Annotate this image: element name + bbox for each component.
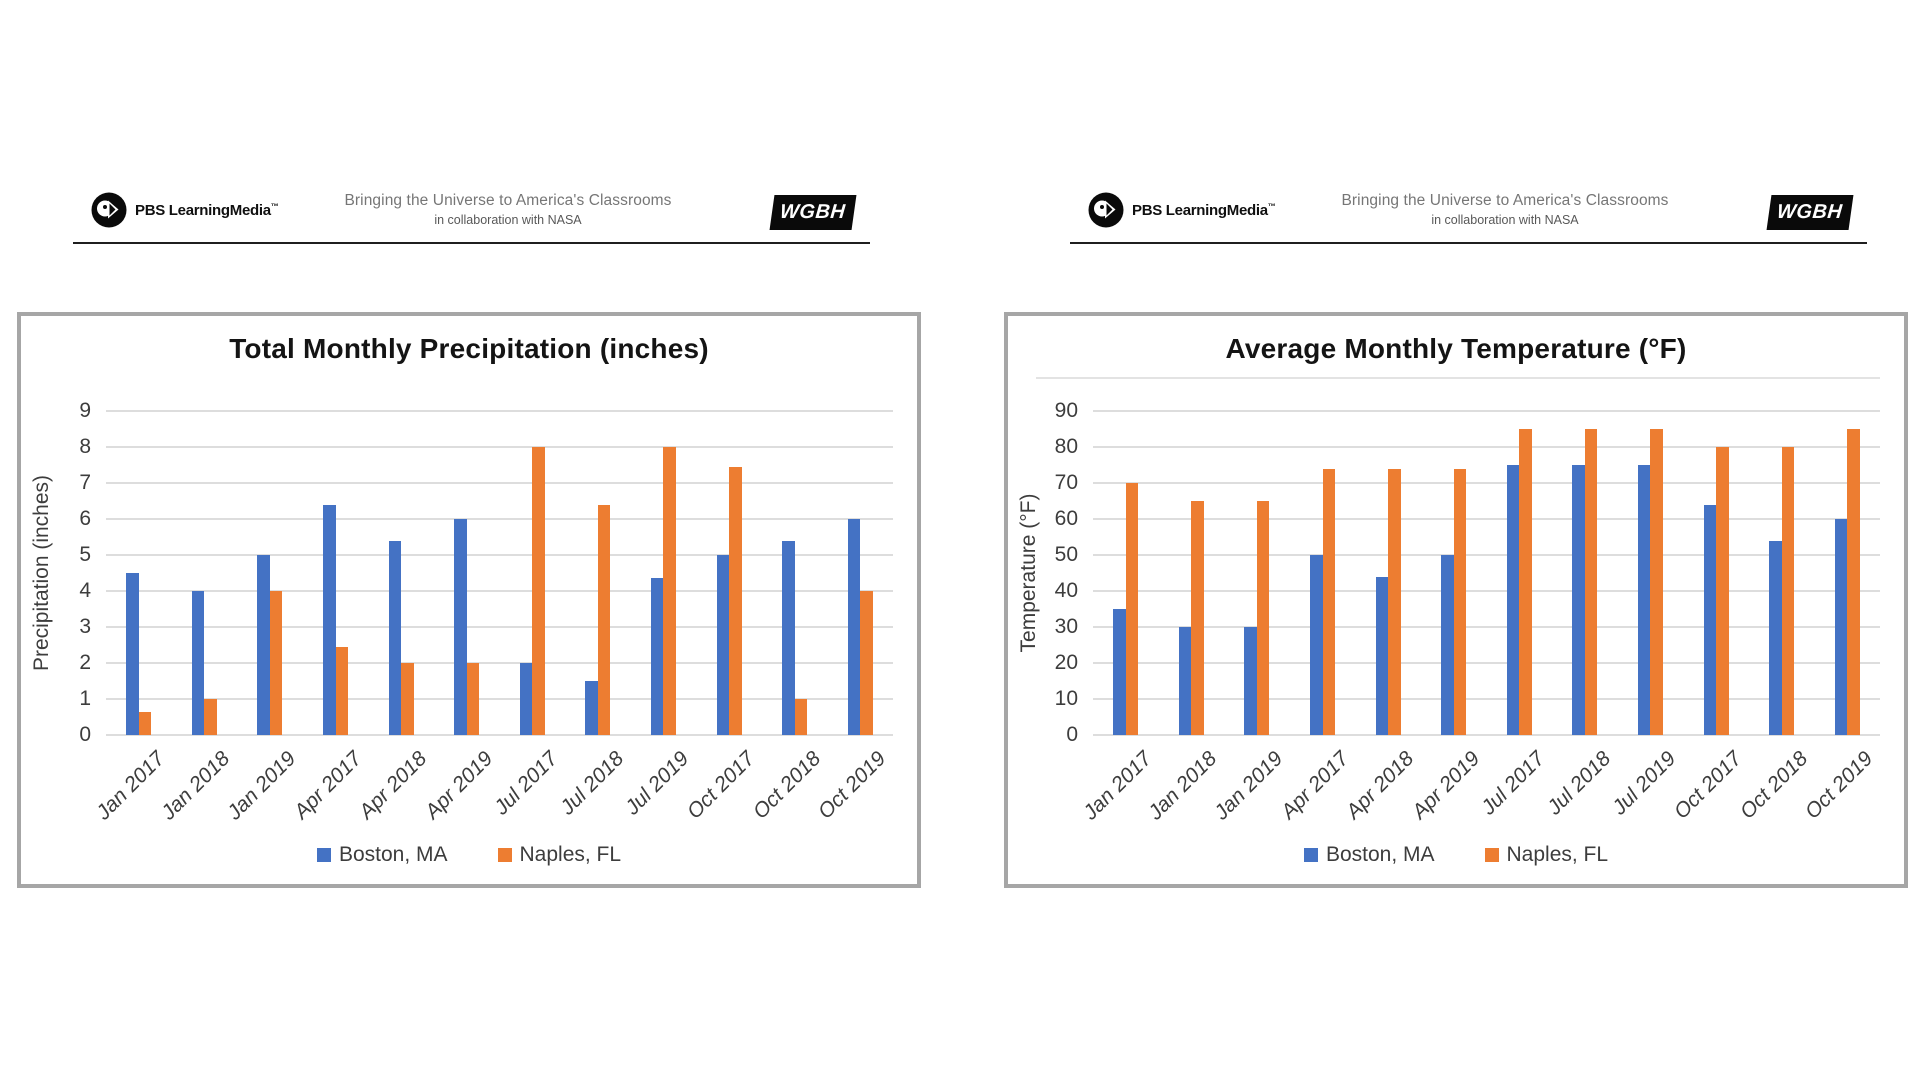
wgbh-logo <box>1767 195 1854 230</box>
bar-boston <box>1638 465 1651 735</box>
bar-boston <box>585 681 598 735</box>
gridline <box>1093 482 1880 484</box>
legend <box>1008 843 1904 867</box>
bar-naples <box>401 663 414 735</box>
gridline <box>106 518 893 520</box>
bar-boston <box>389 541 402 735</box>
legend-label: Boston, MA <box>338 843 448 866</box>
legend-item-boston <box>1304 843 1435 867</box>
bar-naples <box>336 647 349 735</box>
bar-boston <box>1244 627 1257 735</box>
bar-boston <box>1769 541 1782 735</box>
pbs-head-icon <box>91 192 127 228</box>
bar-boston <box>1310 555 1323 735</box>
x-tick-label: Jul 2017 <box>490 747 563 820</box>
x-tick-label: Jul 2019 <box>621 747 694 820</box>
x-tick-label: Jan 2019 <box>222 747 301 825</box>
x-tick-label: Jan 2018 <box>1144 747 1222 825</box>
y-tick-label: 4 <box>79 579 91 602</box>
x-tick-label: Jan 2019 <box>1209 747 1288 825</box>
bar-boston <box>520 663 533 735</box>
chart-title: Total Monthly Precipitation (inches) <box>229 333 709 364</box>
bar-naples <box>860 591 873 735</box>
y-tick-label: 20 <box>1054 651 1078 674</box>
precipitation-chart <box>17 312 921 888</box>
wgbh-logo <box>770 195 857 230</box>
x-tick-label: Jan 2017 <box>91 747 170 825</box>
wgbh-logo-text: WGBH <box>1776 201 1844 223</box>
x-tick-label: Apr 2018 <box>1341 747 1419 824</box>
bar-naples <box>139 712 152 735</box>
gridline <box>1093 554 1880 556</box>
bar-naples <box>663 447 676 735</box>
x-tick-label: Apr 2018 <box>354 747 432 824</box>
header-right <box>1070 185 1867 244</box>
x-tick-label: Oct 2018 <box>1735 747 1812 824</box>
bar-naples <box>1191 501 1204 735</box>
bar-boston <box>651 578 664 735</box>
x-tick-label: Jan 2017 <box>1078 747 1157 825</box>
bar-naples <box>1585 429 1598 735</box>
gridline <box>106 410 893 412</box>
trademark-mark: ™ <box>270 201 279 211</box>
bar-naples <box>1126 483 1139 735</box>
bar-naples <box>532 447 545 735</box>
legend-swatch-naples <box>498 848 512 862</box>
x-tick-label: Oct 2017 <box>682 747 760 824</box>
bar-boston <box>848 519 861 735</box>
tagline-line1: Bringing the Universe to America's Classrooms <box>1341 192 1669 209</box>
y-tick-label: 7 <box>79 471 91 494</box>
gridline <box>1093 590 1880 592</box>
x-tick-label: Jul 2018 <box>1542 747 1616 820</box>
x-tick-label: Apr 2017 <box>1276 747 1353 824</box>
brand-text: PBS LearningMedia™ <box>1132 201 1276 219</box>
pbs-learningmedia-logo <box>91 192 278 228</box>
y-tick-label: 3 <box>79 615 91 638</box>
x-tick-label: Oct 2019 <box>1800 747 1878 824</box>
bar-boston <box>1835 519 1848 735</box>
bar-boston <box>323 505 336 735</box>
bar-boston <box>454 519 467 735</box>
x-tick-label: Apr 2019 <box>1407 747 1484 824</box>
legend-swatch-boston <box>317 848 331 862</box>
legend-label: Boston, MA <box>1325 843 1435 866</box>
gridline <box>1093 698 1880 700</box>
gridline <box>106 482 893 484</box>
y-tick-label: 80 <box>1054 435 1078 458</box>
x-tick-label: Jan 2018 <box>157 747 235 825</box>
bar-boston <box>1507 465 1520 735</box>
legend-swatch-boston <box>1304 848 1318 862</box>
legend <box>21 843 917 867</box>
bar-boston <box>1441 555 1454 735</box>
y-tick-label: 8 <box>79 435 91 458</box>
plot-area <box>1054 399 1880 825</box>
y-tick-label: 30 <box>1054 615 1078 638</box>
chart-title: Average Monthly Temperature (°F) <box>1225 333 1687 364</box>
y-tick-label: 5 <box>79 543 91 566</box>
bar-boston <box>1704 505 1717 735</box>
legend-label: Naples, FL <box>1506 843 1609 866</box>
y-tick-label: 1 <box>79 687 91 710</box>
gridline <box>106 662 893 664</box>
x-tick-label: Apr 2019 <box>420 747 497 824</box>
x-tick-label: Apr 2017 <box>289 747 366 824</box>
gridline <box>1093 734 1880 736</box>
legend-item-boston <box>317 843 448 867</box>
tagline <box>328 192 688 227</box>
bar-naples <box>1257 501 1270 735</box>
bar-naples <box>1388 469 1401 735</box>
y-tick-label: 6 <box>79 507 91 530</box>
x-tick-label: Oct 2019 <box>813 747 891 824</box>
gridline <box>106 590 893 592</box>
bar-boston <box>126 573 139 735</box>
bar-naples <box>270 591 283 735</box>
gridline <box>106 446 893 448</box>
x-tick-label: Oct 2018 <box>748 747 825 824</box>
y-tick-label: 9 <box>79 399 91 422</box>
plot-top-border <box>1036 377 1880 379</box>
legend-item-naples <box>1485 843 1609 867</box>
tagline-line1: Bringing the Universe to America's Classrooms <box>344 192 672 209</box>
plot-area <box>79 399 893 825</box>
gridline <box>106 554 893 556</box>
y-tick-label: 2 <box>79 651 91 674</box>
pbs-learningmedia-logo <box>1088 192 1275 228</box>
y-tick-label: 40 <box>1054 579 1078 602</box>
gridline <box>1093 626 1880 628</box>
bar-naples <box>598 505 611 735</box>
bar-boston <box>192 591 205 735</box>
x-tick-label: Jul 2018 <box>555 747 629 820</box>
y-tick-label: 10 <box>1054 687 1078 710</box>
legend-label: Naples, FL <box>519 843 622 866</box>
bar-naples <box>795 699 808 735</box>
bar-naples <box>467 663 480 735</box>
tagline <box>1325 192 1685 227</box>
legend-item-naples <box>498 843 622 867</box>
bar-naples <box>1716 447 1729 735</box>
gridline <box>106 734 893 736</box>
bar-boston <box>782 541 795 735</box>
bar-naples <box>1519 429 1532 735</box>
header-left <box>73 185 870 244</box>
brand-text: PBS LearningMedia™ <box>135 201 279 219</box>
tagline-line2: in collaboration with NASA <box>434 213 582 227</box>
pbs-head-icon <box>1088 192 1124 228</box>
bar-boston <box>717 555 730 735</box>
wgbh-logo-text: WGBH <box>779 201 847 223</box>
y-tick-label: 60 <box>1054 507 1078 530</box>
bar-naples <box>1323 469 1336 735</box>
gridline <box>1093 410 1880 412</box>
gridline <box>1093 446 1880 448</box>
y-tick-label: 70 <box>1054 471 1078 494</box>
bar-boston <box>1113 609 1126 735</box>
x-tick-label: Oct 2017 <box>1669 747 1747 824</box>
bar-boston <box>1572 465 1585 735</box>
y-axis-title: Temperature (°F) <box>1017 493 1040 653</box>
y-tick-label: 0 <box>1066 723 1078 746</box>
bar-naples <box>204 699 217 735</box>
y-axis-title: Precipitation (inches) <box>30 474 53 672</box>
bar-naples <box>1782 447 1795 735</box>
trademark-mark: ™ <box>1267 201 1276 211</box>
y-tick-label: 90 <box>1054 399 1078 422</box>
gridline <box>1093 662 1880 664</box>
legend-swatch-naples <box>1485 848 1499 862</box>
bar-boston <box>1179 627 1192 735</box>
y-tick-label: 0 <box>79 723 91 746</box>
gridline <box>1093 518 1880 520</box>
bar-naples <box>1650 429 1663 735</box>
bar-naples <box>1847 429 1860 735</box>
bar-boston <box>257 555 270 735</box>
x-tick-label: Jul 2017 <box>1477 747 1550 820</box>
gridline <box>106 626 893 628</box>
bar-naples <box>729 467 742 735</box>
x-tick-label: Jul 2019 <box>1608 747 1681 820</box>
y-tick-label: 50 <box>1054 543 1078 566</box>
bar-naples <box>1454 469 1467 735</box>
temperature-chart <box>1004 312 1908 888</box>
tagline-line2: in collaboration with NASA <box>1431 213 1579 227</box>
gridline <box>106 698 893 700</box>
bar-boston <box>1376 577 1389 735</box>
